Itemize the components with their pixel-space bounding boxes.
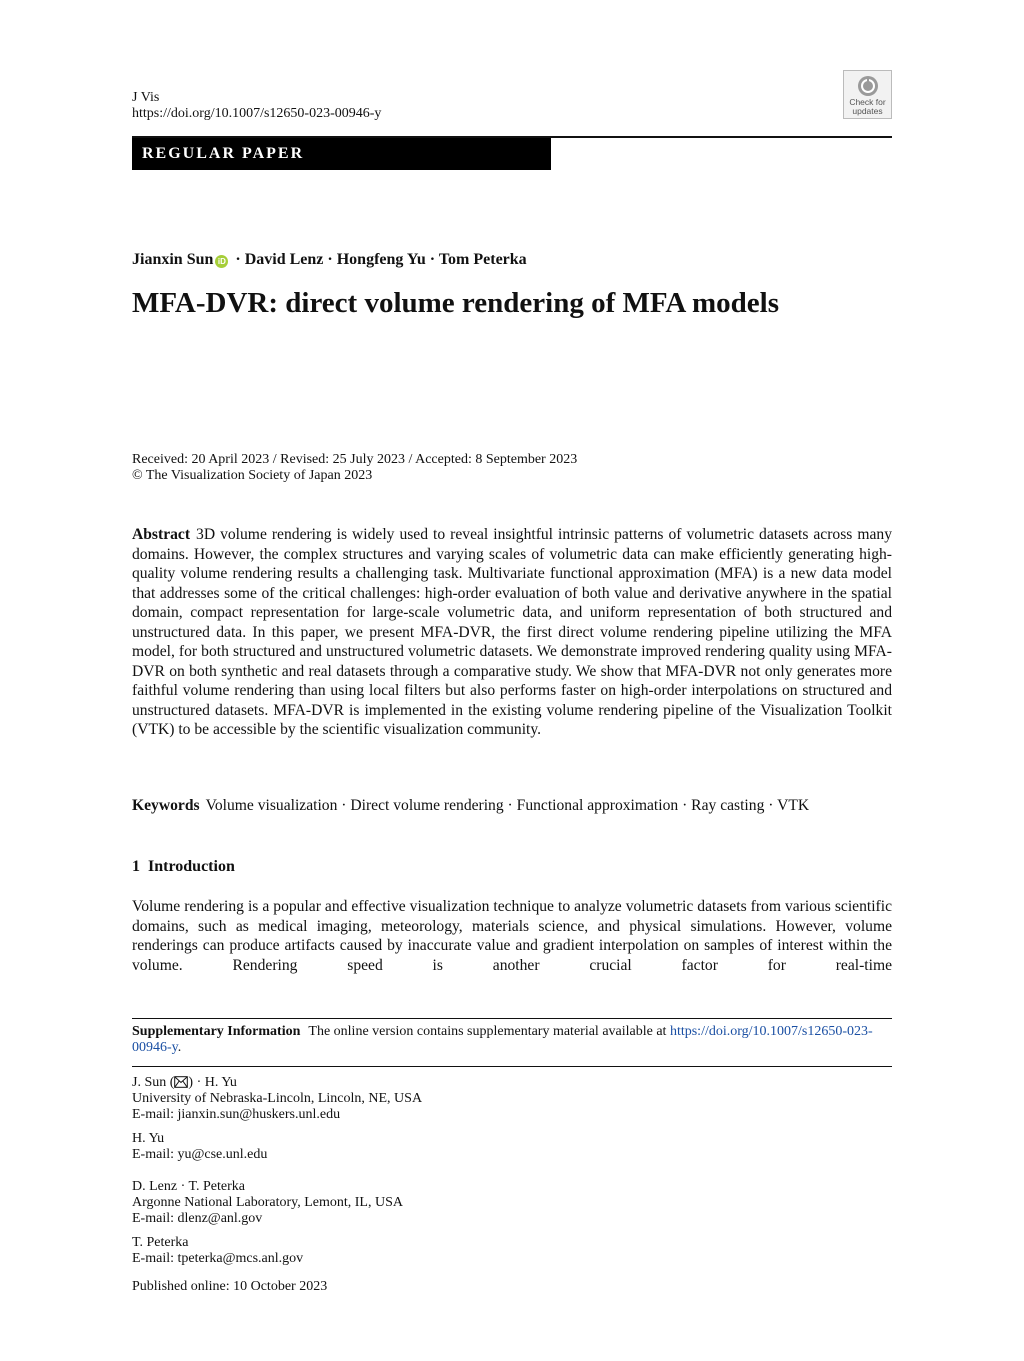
doi-link[interactable]: https://doi.org/10.1007/s12650-023-00946-y [132, 106, 382, 121]
keywords-label: Keywords [132, 797, 200, 814]
supplementary-end: . [177, 1040, 182, 1055]
author-name-yu: ) · H. Yu [188, 1075, 237, 1090]
introduction-text: Volume rendering is a popular and effective visualization technique to analyze volumetric datasets from various scientific domains, such as medical imaging, meteorology, materials science, and physical simulations. However, volume renderings can produce artifacts caused by inaccurate value and gradient interpolation on samples of interest within the volume. Rendering speed is another crucial factor for real-time [132, 898, 892, 974]
abstract [132, 525, 892, 740]
affiliation-names: D. Lenz · T. Peterka [132, 1179, 245, 1194]
affiliation-yu [132, 1131, 267, 1163]
supplementary-link[interactable]: https://doi.org/10.1007/s12650-023-00946-y [132, 1024, 873, 1055]
email-lenz[interactable]: E-mail: dlenz@anl.gov [132, 1211, 263, 1226]
copyright-line: © The Visualization Society of Japan 2023 [132, 468, 373, 483]
article-type-banner: REGULAR PAPER [132, 138, 551, 170]
badge-line1: Check for [849, 97, 886, 107]
supplementary-label: Supplementary Information [132, 1024, 301, 1039]
keywords-text: Volume visualization · Direct volume rendering · Functional approximation · Ray casting · VTK [205, 797, 810, 814]
email-yu[interactable]: E-mail: yu@cse.unl.edu [132, 1147, 268, 1162]
section-number: 1 [132, 858, 140, 875]
affiliation-institution: University of Nebraska-Lincoln, Lincoln, NE, USA [132, 1091, 423, 1106]
check-for-updates-badge[interactable] [843, 70, 892, 119]
affiliation-peterka [132, 1235, 303, 1267]
publication-dates [132, 452, 577, 484]
supplementary-text: The online version contains supplementary material available at [308, 1024, 670, 1039]
supplementary-information [132, 1024, 892, 1056]
badge-line2: updates [852, 106, 883, 116]
dates-line: Received: 20 April 2023 / Revised: 25 July 2023 / Accepted: 8 September 2023 [132, 452, 578, 467]
affiliation-name: T. Peterka [132, 1235, 189, 1250]
section-title: Introduction [148, 858, 235, 875]
refresh-icon [857, 75, 879, 97]
affiliation-names [132, 1075, 422, 1091]
envelope-icon[interactable] [174, 1076, 188, 1088]
paper-title: MFA-DVR: direct volume rendering of MFA models [132, 287, 780, 319]
author-sun[interactable]: Jianxin Sun [132, 251, 214, 268]
abstract-text: 3D volume rendering is widely used to reveal insightful intrinsic patterns of volumetric datasets across many domains. However, the complex structures and varying scales of volumetric data can make efficiently generating high-quality volume rendering results a challenging task. Multivariate functional approximation (MFA) is a new data model that addresses some of the critical challenges: high-order evaluation of both value and derivative anywhere in the spatial domain, compact representation for large-scale volumetric data, and uniform representation of both structured and unstructured data. In this paper, we present MFA-DVR, the first direct volume rendering pipeline utilizing the MFA model, for both structured and unstructured volumetric datasets. We demonstrate improved rendering quality using MFA-DVR on both synthetic and real datasets through a comparative study. We show that MFA-DVR not only generates more faithful volume rendering than using local filters but also performs faster on high-order interpolations on structured and unstructured datasets. MFA-DVR is implemented in the existing volume rendering pipeline of the Visualization Toolkit (VTK) to be accessible by the scientific visualization community. [132, 526, 892, 738]
abstract-label: Abstract [132, 526, 191, 543]
email-peterka[interactable]: E-mail: tpeterka@mcs.anl.gov [132, 1251, 304, 1266]
orcid-icon[interactable]: iD [215, 255, 228, 268]
email-sun[interactable]: E-mail: jianxin.sun@huskers.unl.edu [132, 1107, 341, 1122]
author-list [132, 251, 527, 269]
journal-header [132, 90, 381, 122]
published-online-date: Published online: 10 October 2023 [132, 1279, 328, 1294]
keywords [132, 796, 892, 815]
author-name-sun: J. Sun ( [132, 1075, 175, 1090]
affiliation-name: H. Yu [132, 1131, 165, 1146]
footnote-rule [132, 1018, 892, 1019]
author-others: · David Lenz · Hongfeng Yu · Tom Peterka [231, 251, 527, 268]
affiliation-lenz-peterka [132, 1179, 403, 1227]
journal-name: J Vis [132, 90, 160, 105]
affiliation-institution: Argonne National Laboratory, Lemont, IL, USA [132, 1195, 403, 1210]
affiliation-rule [132, 1066, 892, 1067]
section-heading-introduction [132, 858, 235, 876]
affiliation-sun [132, 1075, 422, 1123]
